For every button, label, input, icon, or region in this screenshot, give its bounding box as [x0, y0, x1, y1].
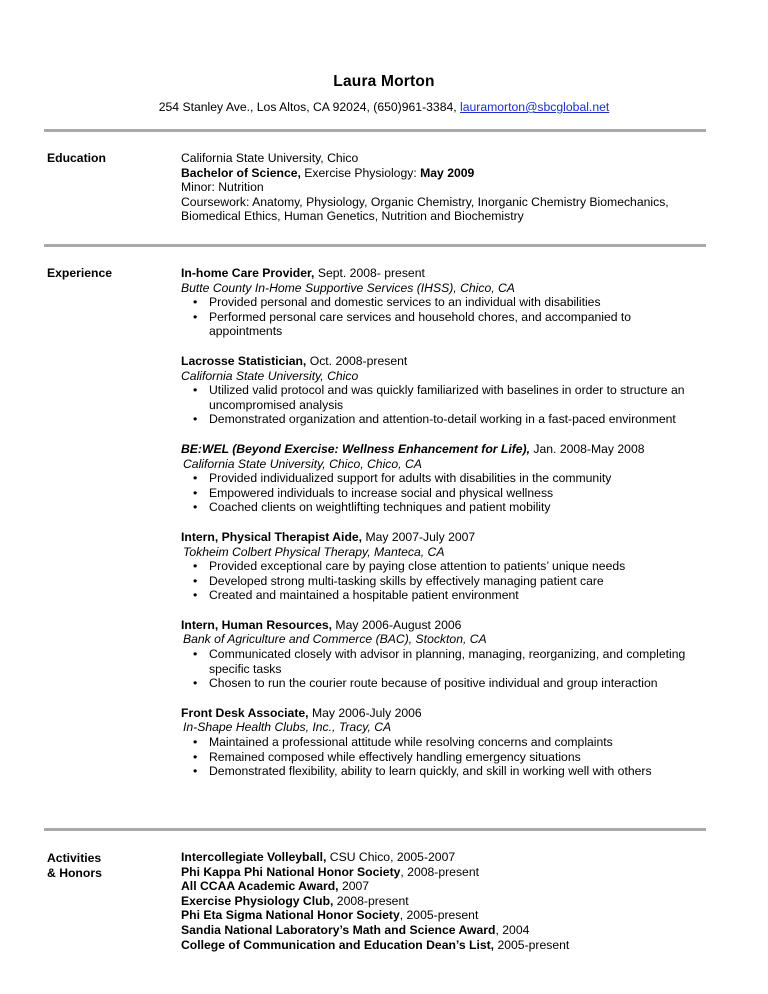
list-item	[181, 894, 701, 909]
contact-line	[0, 100, 768, 114]
list-item: • Coached clients on weightlifting techniques and patient mobility	[181, 500, 701, 515]
degree-field: Exercise Physiology:	[300, 165, 421, 180]
list-item: • Empowered individuals to increase social and physical wellness	[181, 486, 701, 501]
list-item	[181, 850, 701, 865]
list-item: • Communicated closely with advisor in planning, managing, reorganizing, and completing specific tasks	[181, 647, 701, 676]
list-item	[181, 908, 701, 923]
job-title: Lacrosse Statistician,	[181, 353, 307, 368]
activity-detail: 2007	[338, 879, 370, 894]
job-title: Intern, Human Resources,	[181, 617, 333, 632]
activities-heading	[47, 851, 102, 881]
job-entry	[181, 442, 701, 515]
degree-line	[181, 166, 701, 181]
job-title-line	[181, 706, 701, 721]
activity-name: Phi Eta Sigma National Honor Society	[181, 908, 400, 923]
section-divider	[44, 129, 706, 132]
job-dates: May 2007-July 2007	[362, 529, 476, 544]
activity-detail: 2005-present	[494, 937, 570, 952]
job-entry	[181, 266, 701, 339]
job-title: In-home Care Provider,	[181, 266, 315, 280]
job-dates: Jan. 2008-May 2008	[530, 441, 645, 456]
coursework-line: Biomedical Ethics, Human Genetics, Nutrition and Biochemistry	[181, 209, 524, 224]
list-item: • Demonstrated flexibility, ability to learn quickly, and skill in working well with others	[181, 764, 701, 779]
candidate-name: Laura Morton	[333, 73, 435, 90]
job-title: Intern, Physical Therapist Aide,	[181, 529, 363, 544]
list-item: • Created and maintained a hospitable patient environment	[181, 588, 701, 603]
job-dates: Sept. 2008- present	[314, 266, 425, 280]
job-dates: May 2006-July 2006	[308, 705, 422, 720]
job-bullets	[181, 295, 701, 339]
activities-heading-line-2: & Honors	[47, 866, 102, 880]
job-bullets	[181, 735, 701, 779]
job-organization: In-Shape Health Clubs, Inc., Tracy, CA	[183, 720, 392, 735]
job-organization: California State University, Chico	[181, 368, 359, 383]
activity-detail: , 2004	[495, 922, 530, 937]
activity-name: Exercise Physiology Club,	[181, 893, 334, 908]
job-title-line	[181, 618, 701, 633]
experience-section	[181, 266, 701, 779]
job-title: Front Desk Associate,	[181, 705, 309, 720]
list-item	[181, 879, 701, 894]
activity-name: Intercollegiate Volleyball,	[181, 850, 327, 864]
job-dates: May 2006-August 2006	[332, 617, 462, 632]
activities-section	[181, 850, 701, 952]
job-title-line	[181, 266, 701, 281]
list-item: • Provided personal and domestic services to an individual with disabilities	[181, 295, 701, 310]
coursework-line: Coursework: Anatomy, Physiology, Organic Chemistry, Inorganic Chemistry Biomechanics,	[181, 194, 669, 209]
list-item	[181, 938, 701, 953]
job-title: BE:WEL (Beyond Exercise: Wellness Enhancement for Life),	[181, 441, 531, 456]
list-item: • Remained composed while effectively handling emergency situations	[181, 750, 701, 765]
job-bullets	[181, 647, 701, 691]
education-section	[181, 151, 701, 224]
job-bullets	[181, 471, 701, 515]
list-item: • Developed strong multi-tasking skills by effectively managing patient care	[181, 574, 701, 589]
school-name: California State University, Chico	[181, 151, 359, 165]
job-dates: Oct. 2008-present	[306, 353, 408, 368]
activity-detail: 2008-present	[333, 893, 409, 908]
list-item: • Maintained a professional attitude while resolving concerns and complaints	[181, 735, 701, 750]
activity-name: Sandia National Laboratory’s Math and Science Award	[181, 922, 496, 937]
email-link[interactable]: lauramorton@sbcglobal.net	[460, 100, 610, 114]
activity-name: Phi Kappa Phi National Honor Society	[181, 864, 401, 879]
job-bullets	[181, 559, 701, 603]
section-divider	[44, 828, 706, 831]
job-title-line	[181, 530, 701, 545]
list-item: • Provided individualized support for adults with disabilities in the community	[181, 471, 701, 486]
activity-detail: CSU Chico, 2005-2007	[326, 850, 456, 864]
job-title-line	[181, 442, 701, 457]
experience-heading: Experience	[47, 266, 113, 280]
contact-address: 254 Stanley Ave., Los Altos, CA 92024, (650)961-3384,	[158, 100, 461, 114]
job-entry	[181, 530, 701, 603]
job-title-line	[181, 354, 701, 369]
activities-heading-line-1: Activities	[47, 851, 102, 865]
job-entry	[181, 354, 701, 427]
list-item	[181, 923, 701, 938]
degree-title: Bachelor of Science,	[181, 165, 301, 180]
job-entry	[181, 706, 701, 779]
section-divider	[44, 244, 706, 247]
list-item: • Performed personal care services and household chores, and accompanied to appointments	[181, 310, 701, 339]
job-organization: Tokheim Colbert Physical Therapy, Manteca, CA	[183, 544, 445, 559]
list-item: • Provided exceptional care by paying close attention to patients’ unique needs	[181, 559, 701, 574]
job-organization: California State University, Chico, Chico, CA	[183, 456, 422, 471]
activity-detail: , 2005-present	[399, 908, 479, 923]
degree-date: May 2009	[420, 165, 475, 180]
job-bullets	[181, 383, 701, 427]
list-item	[181, 865, 701, 880]
activity-name: College of Communication and Education Dean’s List,	[181, 937, 495, 952]
minor-line: Minor: Nutrition	[181, 180, 264, 195]
activity-name: All CCAA Academic Award,	[181, 879, 339, 894]
list-item: • Chosen to run the courier route because of positive individual and group interaction	[181, 676, 701, 691]
resume-header	[0, 73, 768, 114]
list-item: • Demonstrated organization and attention-to-detail working in a fast-paced environment	[181, 412, 701, 427]
list-item: • Utilized valid protocol and was quickly familiarized with baselines in order to structure an uncompromised analysis	[181, 383, 701, 412]
job-organization: Butte County In-Home Supportive Services (IHSS), Chico, CA	[181, 280, 515, 295]
job-entry	[181, 618, 701, 691]
education-heading: Education	[47, 151, 106, 165]
job-organization: Bank of Agriculture and Commerce (BAC), Stockton, CA	[183, 632, 487, 647]
activity-detail: , 2008-present	[400, 864, 480, 879]
